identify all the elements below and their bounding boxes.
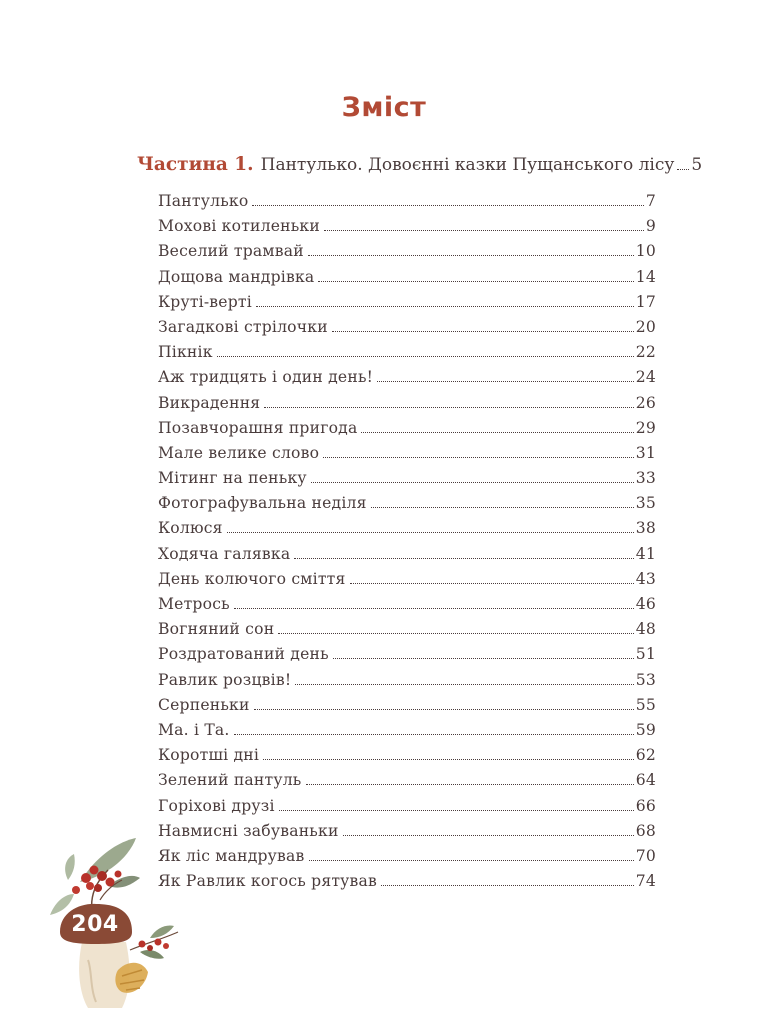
toc-entry-page: 24 bbox=[635, 368, 656, 387]
toc-entry-page: 53 bbox=[635, 670, 656, 689]
toc-entry-title: Загадкові стрілочки bbox=[158, 317, 328, 336]
part-title: Пантулько. Довоєнні казки Пущанського лісу bbox=[260, 155, 675, 175]
toc-entry-title: Ходяча галявка bbox=[158, 544, 291, 563]
toc-entry-title: Мале велике слово bbox=[158, 443, 320, 462]
dot-leader bbox=[361, 432, 633, 433]
toc-entry-page: 64 bbox=[635, 771, 656, 790]
toc-entry-page: 7 bbox=[645, 192, 656, 210]
toc-entry-title: Коротші дні bbox=[158, 746, 260, 765]
dot-leader bbox=[264, 407, 633, 408]
dot-leader bbox=[227, 532, 634, 533]
toc-entry-page: 31 bbox=[635, 443, 656, 462]
dot-leader bbox=[234, 734, 634, 735]
toc-entry[interactable] bbox=[158, 340, 656, 365]
toc-entry-title: Викрадення bbox=[158, 393, 261, 412]
part-page-number: 5 bbox=[691, 155, 703, 175]
toc-entry-title: Веселий трамвай bbox=[158, 242, 304, 261]
toc-entry-page: 9 bbox=[645, 217, 656, 236]
dot-leader bbox=[278, 633, 633, 634]
toc-entry-page: 66 bbox=[635, 796, 656, 815]
toc-entry-page: 68 bbox=[635, 821, 656, 840]
page-title: Зміст bbox=[341, 92, 427, 123]
toc-entry[interactable] bbox=[158, 265, 656, 290]
toc-list bbox=[158, 189, 656, 894]
toc-entry[interactable] bbox=[158, 214, 656, 239]
toc-entry[interactable] bbox=[158, 567, 656, 592]
dot-leader bbox=[677, 169, 689, 170]
dot-leader bbox=[294, 558, 633, 559]
toc-entry-page: 35 bbox=[635, 494, 656, 513]
toc-entry-page: 48 bbox=[635, 620, 656, 639]
toc-entry-title: Метрось bbox=[158, 595, 230, 613]
toc-entry[interactable] bbox=[158, 794, 656, 819]
dot-leader bbox=[343, 835, 634, 836]
dot-leader bbox=[308, 255, 634, 256]
toc-entry-page: 29 bbox=[635, 418, 656, 437]
toc-entry-title: Пікнік bbox=[158, 343, 213, 362]
toc-entry[interactable] bbox=[158, 365, 656, 390]
toc-entry-title: Пантулько bbox=[158, 192, 249, 210]
toc-entry-page: 55 bbox=[635, 695, 656, 714]
dot-leader bbox=[311, 482, 634, 483]
dot-leader bbox=[333, 658, 634, 659]
toc-entry-page: 33 bbox=[635, 469, 656, 488]
toc-entry-title: Зелений пантуль bbox=[158, 771, 302, 790]
toc-entry-page: 46 bbox=[635, 595, 656, 613]
toc-entry[interactable] bbox=[158, 290, 656, 315]
toc-entry[interactable] bbox=[158, 466, 656, 491]
page-number: 204 bbox=[71, 911, 119, 937]
toc-entry[interactable] bbox=[158, 542, 656, 567]
toc-entry-title: Аж тридцять і один день! bbox=[158, 368, 374, 387]
toc-entry-title: Горіхові друзі bbox=[158, 796, 275, 815]
toc-entry-page: 70 bbox=[635, 846, 656, 865]
dot-leader bbox=[256, 306, 634, 307]
dot-leader bbox=[254, 709, 634, 710]
dot-leader bbox=[350, 583, 634, 584]
part-label: Частина 1. bbox=[137, 154, 254, 175]
toc-entry-page: 62 bbox=[635, 746, 656, 765]
dot-leader bbox=[323, 457, 634, 458]
toc-entry[interactable] bbox=[158, 668, 656, 693]
dot-leader bbox=[371, 507, 634, 508]
toc-entry[interactable] bbox=[158, 768, 656, 793]
toc-entry-title: Серпеньки bbox=[158, 695, 250, 714]
dot-leader bbox=[295, 684, 633, 685]
dot-leader bbox=[381, 885, 634, 886]
dot-leader bbox=[252, 205, 643, 206]
toc-entry-title: Роздратований день bbox=[158, 645, 329, 664]
part-heading[interactable] bbox=[137, 154, 703, 175]
dot-leader bbox=[234, 608, 634, 609]
toc-entry[interactable] bbox=[158, 617, 656, 642]
toc-entry-page: 14 bbox=[635, 267, 656, 286]
toc-entry-page: 43 bbox=[635, 569, 656, 588]
toc-entry-title: Навмисні забуваньки bbox=[158, 821, 339, 840]
toc-entry-title: Колюся bbox=[158, 519, 223, 538]
toc-entry[interactable] bbox=[158, 718, 656, 743]
toc-entry-page: 10 bbox=[635, 242, 656, 261]
toc-entry[interactable] bbox=[158, 516, 656, 541]
toc-entry-page: 51 bbox=[635, 645, 656, 664]
toc-entry[interactable] bbox=[158, 592, 656, 617]
dot-leader bbox=[324, 230, 644, 231]
toc-entry[interactable] bbox=[158, 844, 656, 869]
toc-entry[interactable] bbox=[158, 189, 656, 214]
dot-leader bbox=[263, 759, 634, 760]
toc-entry[interactable] bbox=[158, 743, 656, 768]
toc-entry-title: Як Равлик когось рятував bbox=[158, 872, 378, 891]
toc-entry[interactable] bbox=[158, 642, 656, 667]
toc-entry-title: Мохові котиленьки bbox=[158, 217, 320, 236]
toc-entry[interactable] bbox=[158, 416, 656, 441]
toc-entry-page: 20 bbox=[635, 317, 656, 336]
toc-entry[interactable] bbox=[158, 869, 656, 894]
toc-entry-title: Фотографувальна неділя bbox=[158, 494, 367, 513]
dot-leader bbox=[279, 810, 634, 811]
toc-entry-title: День колючого сміття bbox=[158, 569, 346, 588]
toc-entry[interactable] bbox=[158, 819, 656, 844]
toc-entry[interactable] bbox=[158, 239, 656, 264]
dot-leader bbox=[377, 381, 634, 382]
toc-entry[interactable] bbox=[158, 491, 656, 516]
toc-entry-title: Позавчорашня пригода bbox=[158, 418, 358, 437]
toc-entry-title: Мітинг на пеньку bbox=[158, 469, 307, 488]
toc-entry-title: Вогняний сон bbox=[158, 620, 275, 639]
dot-leader bbox=[217, 356, 634, 357]
toc-entry[interactable] bbox=[158, 391, 656, 416]
toc-entry-page: 17 bbox=[635, 292, 656, 311]
toc-entry-page: 74 bbox=[635, 872, 656, 891]
toc-entry-page: 26 bbox=[635, 393, 656, 412]
toc-entry-title: Ма. і Та. bbox=[158, 720, 230, 739]
toc-entry-title: Дощова мандрівка bbox=[158, 267, 315, 286]
dot-leader bbox=[332, 331, 634, 332]
toc-entry-page: 59 bbox=[635, 720, 656, 739]
toc-entry-title: Як ліс мандрував bbox=[158, 846, 305, 865]
toc-entry-page: 41 bbox=[635, 544, 656, 563]
dot-leader bbox=[318, 281, 633, 282]
toc-entry-title: Равлик розцвів! bbox=[158, 670, 292, 689]
dot-leader bbox=[309, 860, 634, 861]
toc-entry[interactable] bbox=[158, 315, 656, 340]
toc-entry-title: Круті-верті bbox=[158, 292, 252, 311]
dot-leader bbox=[306, 784, 634, 785]
toc-entry[interactable] bbox=[158, 693, 656, 718]
toc-entry-page: 38 bbox=[635, 519, 656, 538]
toc-entry-page: 22 bbox=[635, 343, 656, 362]
toc-entry[interactable] bbox=[158, 441, 656, 466]
